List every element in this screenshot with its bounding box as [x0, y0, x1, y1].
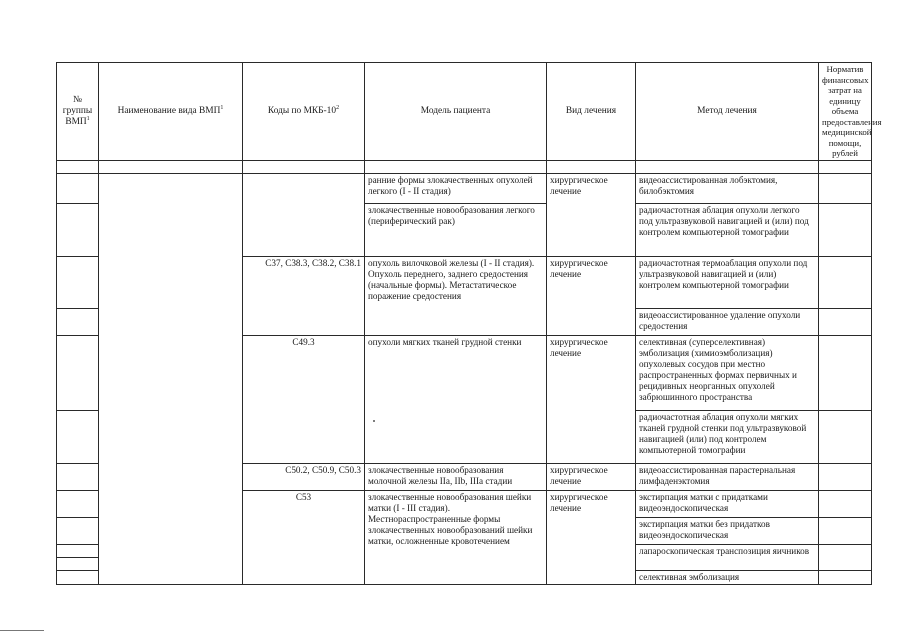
cervix-method-2: экстирпация матки без придатков видеоэндоскопическая	[636, 517, 819, 544]
header-row	[57, 63, 872, 161]
vmp-name-cell	[99, 173, 243, 584]
header-group-no: № группы ВМП$^1$	[57, 63, 99, 161]
header-treatment-method: Метод лечения	[636, 63, 819, 161]
thymus-treatment: хирургическое лечение	[547, 256, 636, 335]
header-treatment-type: Вид лечения	[547, 63, 636, 161]
table-row	[57, 173, 872, 203]
lung-peripheral-model: злокачественные новообразования легкого (периферический рак)	[365, 203, 547, 256]
lung-early-model: ранние формы злокачественных опухолей легкого (I - II стадия)	[365, 173, 547, 203]
spacer-row	[57, 160, 872, 173]
softtissue-code: C49.3	[243, 335, 365, 463]
footnote-separator	[0, 630, 44, 631]
cervix-method-3: лапароскопическая транспозиция яичников	[636, 544, 819, 570]
cervix-model: злокачественные новообразования шейки матки (I - III стадия). Местнораспространенные формы злокачественных новообразований шейки матки, осложненные кровотечением	[365, 490, 547, 584]
breast-method: видеоассистированная парастернальная лимфаденэктомия	[636, 463, 819, 490]
vmp-table	[56, 62, 882, 585]
lung-treatment: хирургическое лечение	[547, 173, 636, 256]
breast-model: злокачественные новообразования молочной железы IIa, IIb, IIIa стадии	[365, 463, 547, 490]
cervix-treatment: хирургическое лечение	[547, 490, 636, 584]
softtissue-treatment: хирургическое лечение	[547, 335, 636, 463]
cervix-method-1: экстирпация матки с придатками видеоэндоскопическая	[636, 490, 819, 517]
scan-speck	[373, 420, 375, 422]
lung-method-2: радиочастотная аблация опухоли легкого под ультразвуковой навигацией и (или) под контролем компьютерной томографии	[636, 203, 819, 256]
header-patient-model: Модель пациента	[365, 63, 547, 161]
cervix-method-4: селективная эмболизация	[636, 570, 819, 584]
header-icd-codes: Коды по МКБ-$10^2$	[243, 63, 365, 161]
thymus-codes: C37, C38.3, C38.2, C38.1	[243, 256, 365, 335]
softtissue-method-2: радиочастотная аблация опухоли мягких тканей грудной стенки под ультразвуковой навигацией (или) под контролем компьютерной томографии	[636, 410, 819, 463]
softtissue-method-1: селективная (суперселективная) эмболизация (химиоэмболизация) опухолевых сосудов при местно распространенных формах первичных и рецидивных неорганных опухолей забрюшинного пространства	[636, 335, 819, 410]
lung-codes-cell	[243, 173, 365, 256]
softtissue-model: опухоли мягких тканей грудной стенки	[365, 335, 547, 463]
thymus-method-1: радиочастотная термоаблация опухоли под ультразвуковой навигацией и (или) контролем компьютерной томографии	[636, 256, 819, 308]
breast-treatment: хирургическое лечение	[547, 463, 636, 490]
thymus-model: опухоль вилочковой железы (I - II стадия). Опухоль переднего, заднего средостения (начальные формы). Метастатическое поражение средостения	[365, 256, 547, 335]
thymus-method-2: видеоассистированное удаление опухоли средостения	[636, 308, 819, 335]
cervix-code: C53	[243, 490, 365, 584]
header-cost-norm: Норматив финансовых затрат на единицу объема предоставления медицинской помощи, рублей	[819, 63, 872, 161]
header-vmp-name: Наименование вида ВМП$^1$	[99, 63, 243, 161]
breast-codes: C50.2, C50.9, C50.3	[243, 463, 365, 490]
lung-method-1: видеоассистированная лобэктомия, билобэктомия	[636, 173, 819, 203]
